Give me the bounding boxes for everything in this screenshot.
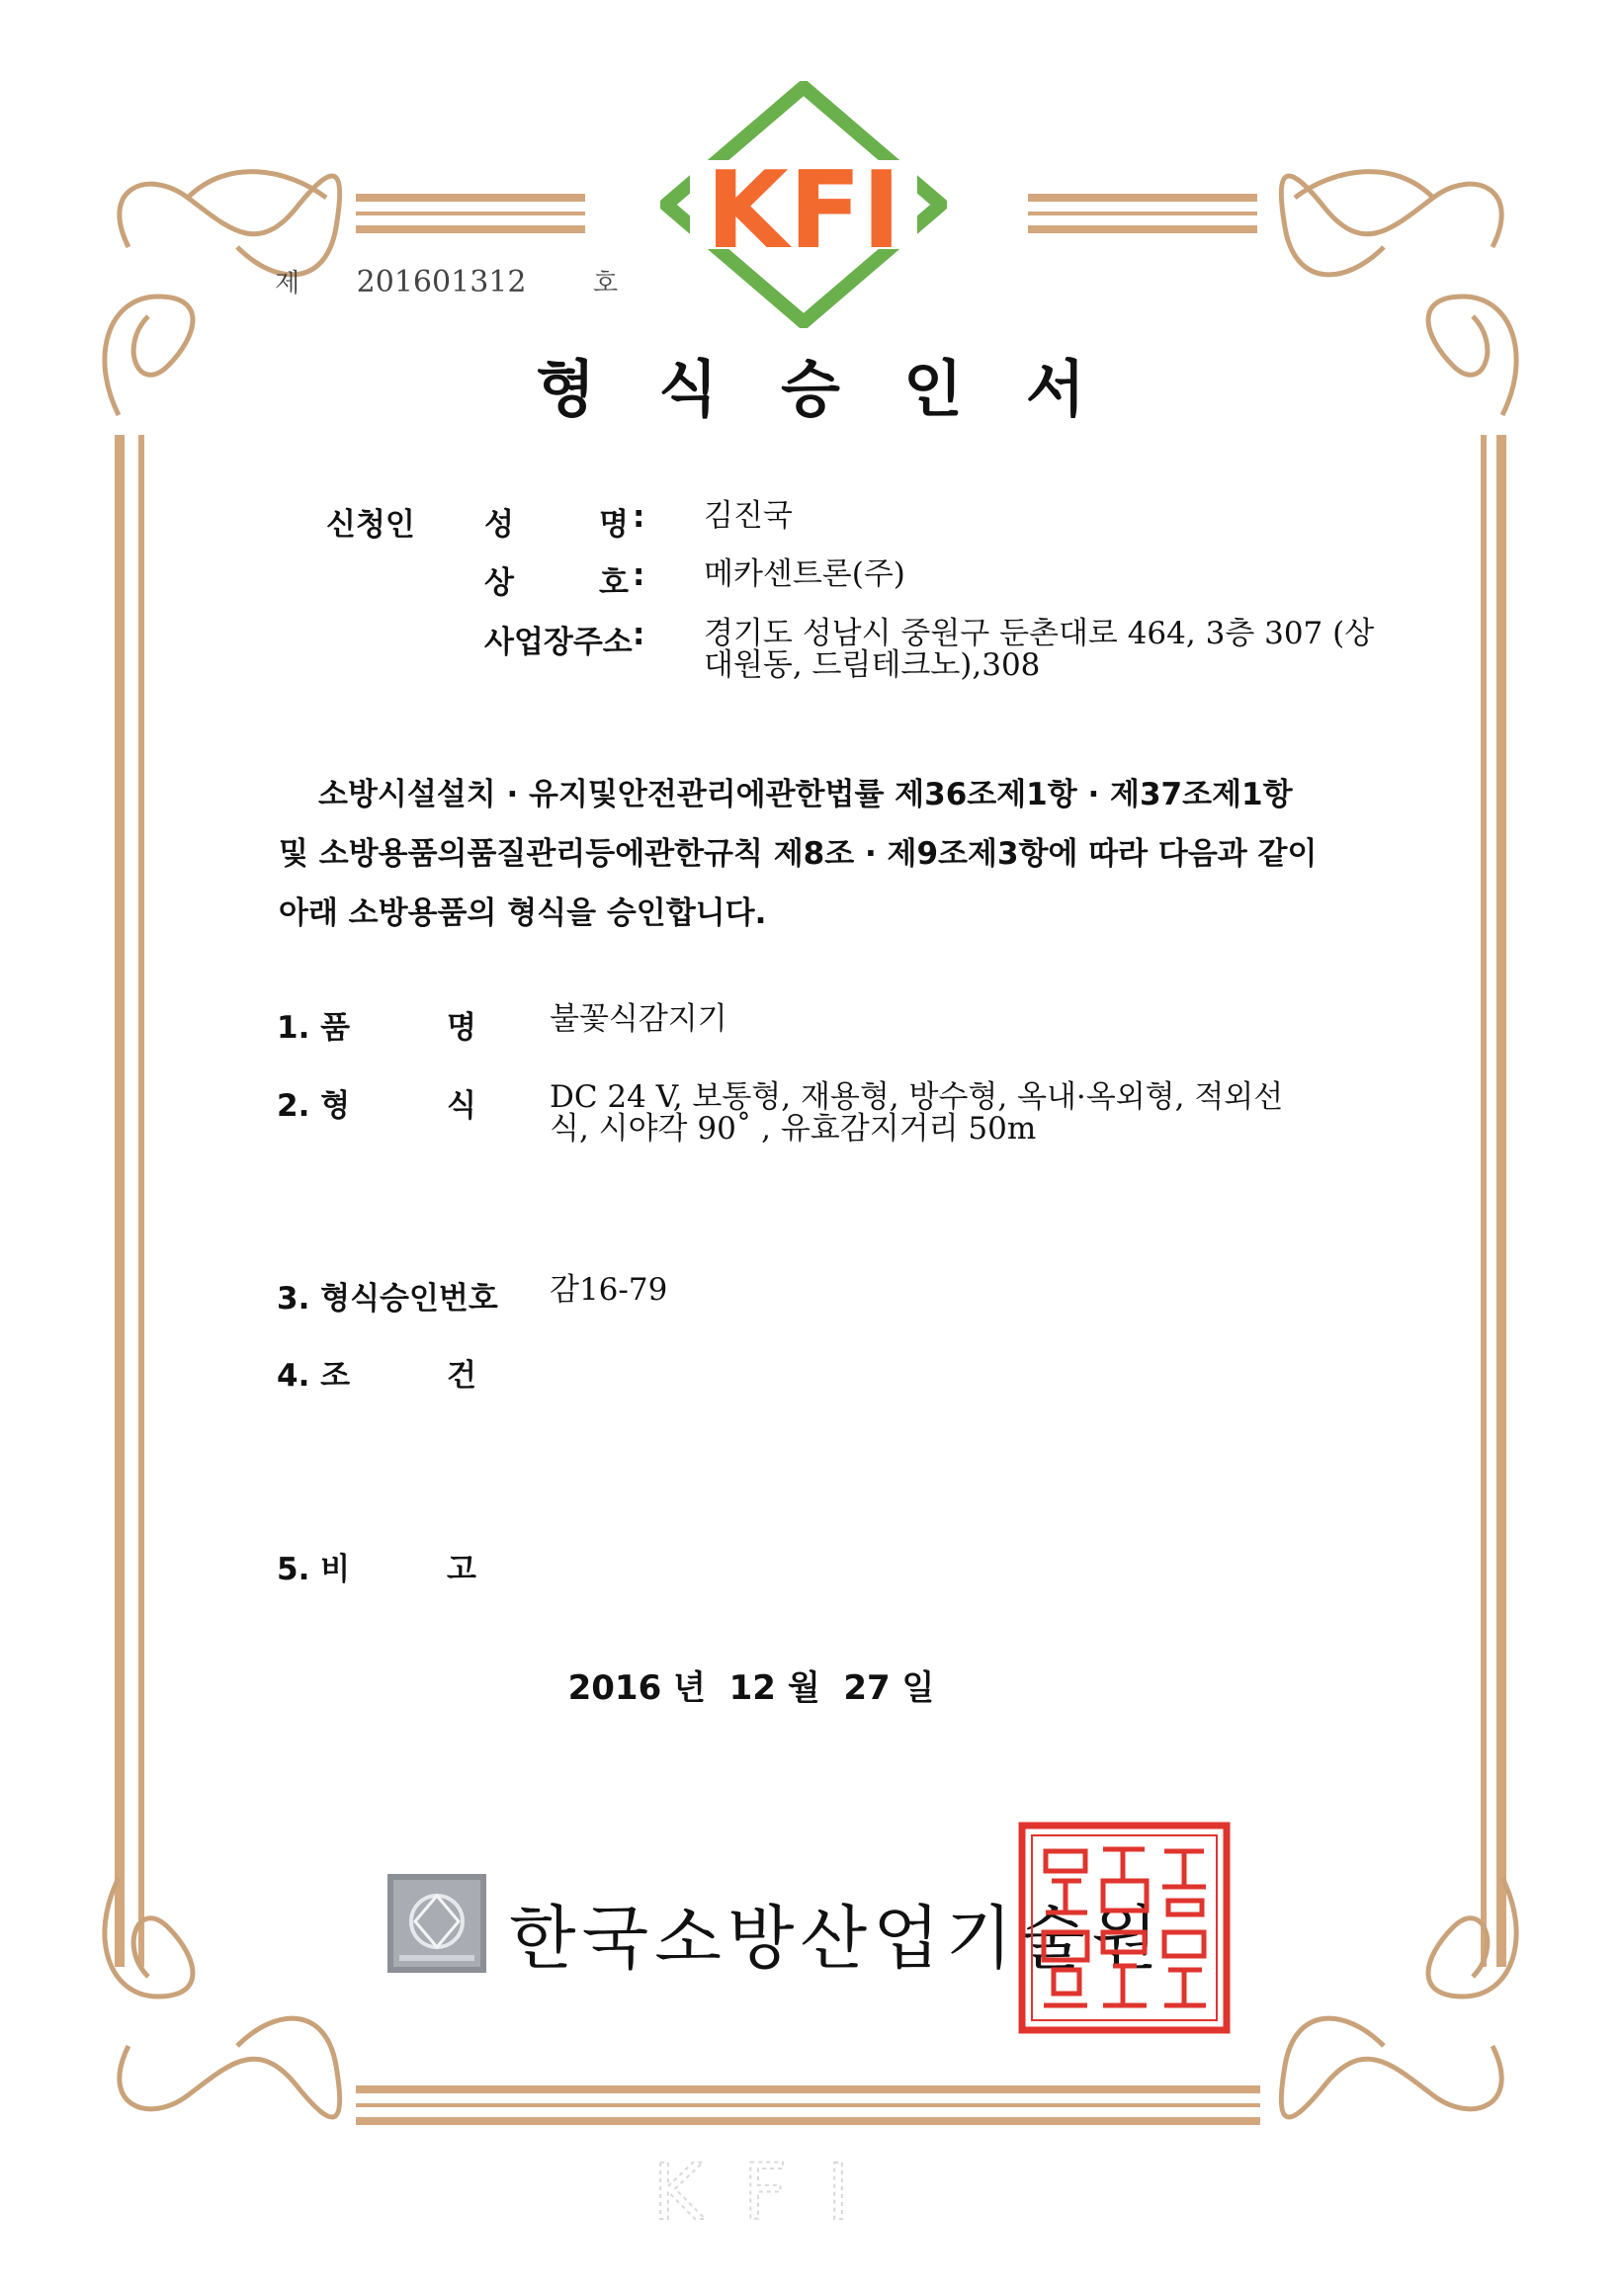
date-year-unit: 년 [673,1668,706,1708]
logo-text: KFI [706,149,901,273]
document-title: 형식승인서 [536,353,1149,425]
address-line-2: 대원동, 드림테크노),308 [704,647,1041,683]
cert-no-value: 201601312 [356,265,527,299]
issuer-name: 한국소방산업기술원 [509,1898,1164,1979]
statement-line-2: 및 소방용품의품질관리등에관한규칙 제8조 · 제9조제3항에 따라 다음과 같이 [279,836,1318,872]
applicant-section-label: 신청인 [326,507,415,543]
cert-no-prefix: 제 [275,269,300,298]
item-1-label: 1. 품 [277,1010,351,1046]
item-1-label-2: 명 [447,1010,476,1046]
applicant-name: 김진국 [704,498,793,534]
item-4-label-2: 건 [447,1358,476,1394]
date-day-unit: 일 [901,1668,935,1708]
item-3-value: 감16-79 [550,1272,668,1308]
kfi-watermark [613,2145,929,2234]
address-line-1: 경기도 성남시 중원구 둔촌대로 464, 3층 307 (상 [704,616,1375,651]
cert-no-suffix: 호 [593,269,619,298]
official-seal [1018,1822,1231,2034]
statement-line-1: 소방시설설치 · 유지및안전관리에관한법률 제36조제1항 · 제37조제1항 [318,777,1293,812]
name-label-1: 성 [484,507,514,543]
date-year: 2016 [567,1668,662,1708]
name-colon: : [633,499,645,535]
date-day: 27 [843,1668,891,1708]
item-5-label: 5. 비 [277,1552,351,1587]
item-1-value: 불꽃식감지기 [550,1001,727,1037]
item-2-label: 2. 형 [277,1088,351,1124]
company-label-2: 호 [599,565,629,601]
address-label: 사업장주소 [484,625,633,660]
item-2-label-2: 식 [447,1088,476,1124]
address-colon: : [633,617,645,652]
item-2-value-line-1: DC 24 V, 보통형, 재용형, 방수형, 옥내·옥외형, 적외선 [550,1079,1284,1115]
item-5-label-2: 고 [447,1552,476,1587]
name-label-2: 명 [599,507,629,543]
date-month-unit: 월 [787,1668,820,1708]
hologram-sticker [387,1874,486,1973]
item-3-label: 3. 형식승인번호 [277,1281,498,1317]
item-2-value-line-2: 식, 시야각 90˚ , 유효감지거리 50m [550,1111,1037,1147]
company-label-1: 상 [484,565,514,601]
company-name: 메카센트론(주) [704,556,905,592]
watermark-text: KFI [652,2149,890,2234]
item-4-label: 4. 조 [277,1358,351,1394]
company-colon: : [633,557,645,593]
certificate-number [275,263,618,299]
date-month: 12 [728,1668,776,1708]
kfi-logo [660,81,947,328]
statement-line-3: 아래 소방용품의 형식을 승인합니다. [279,895,767,931]
issue-date [0,1660,1502,1709]
